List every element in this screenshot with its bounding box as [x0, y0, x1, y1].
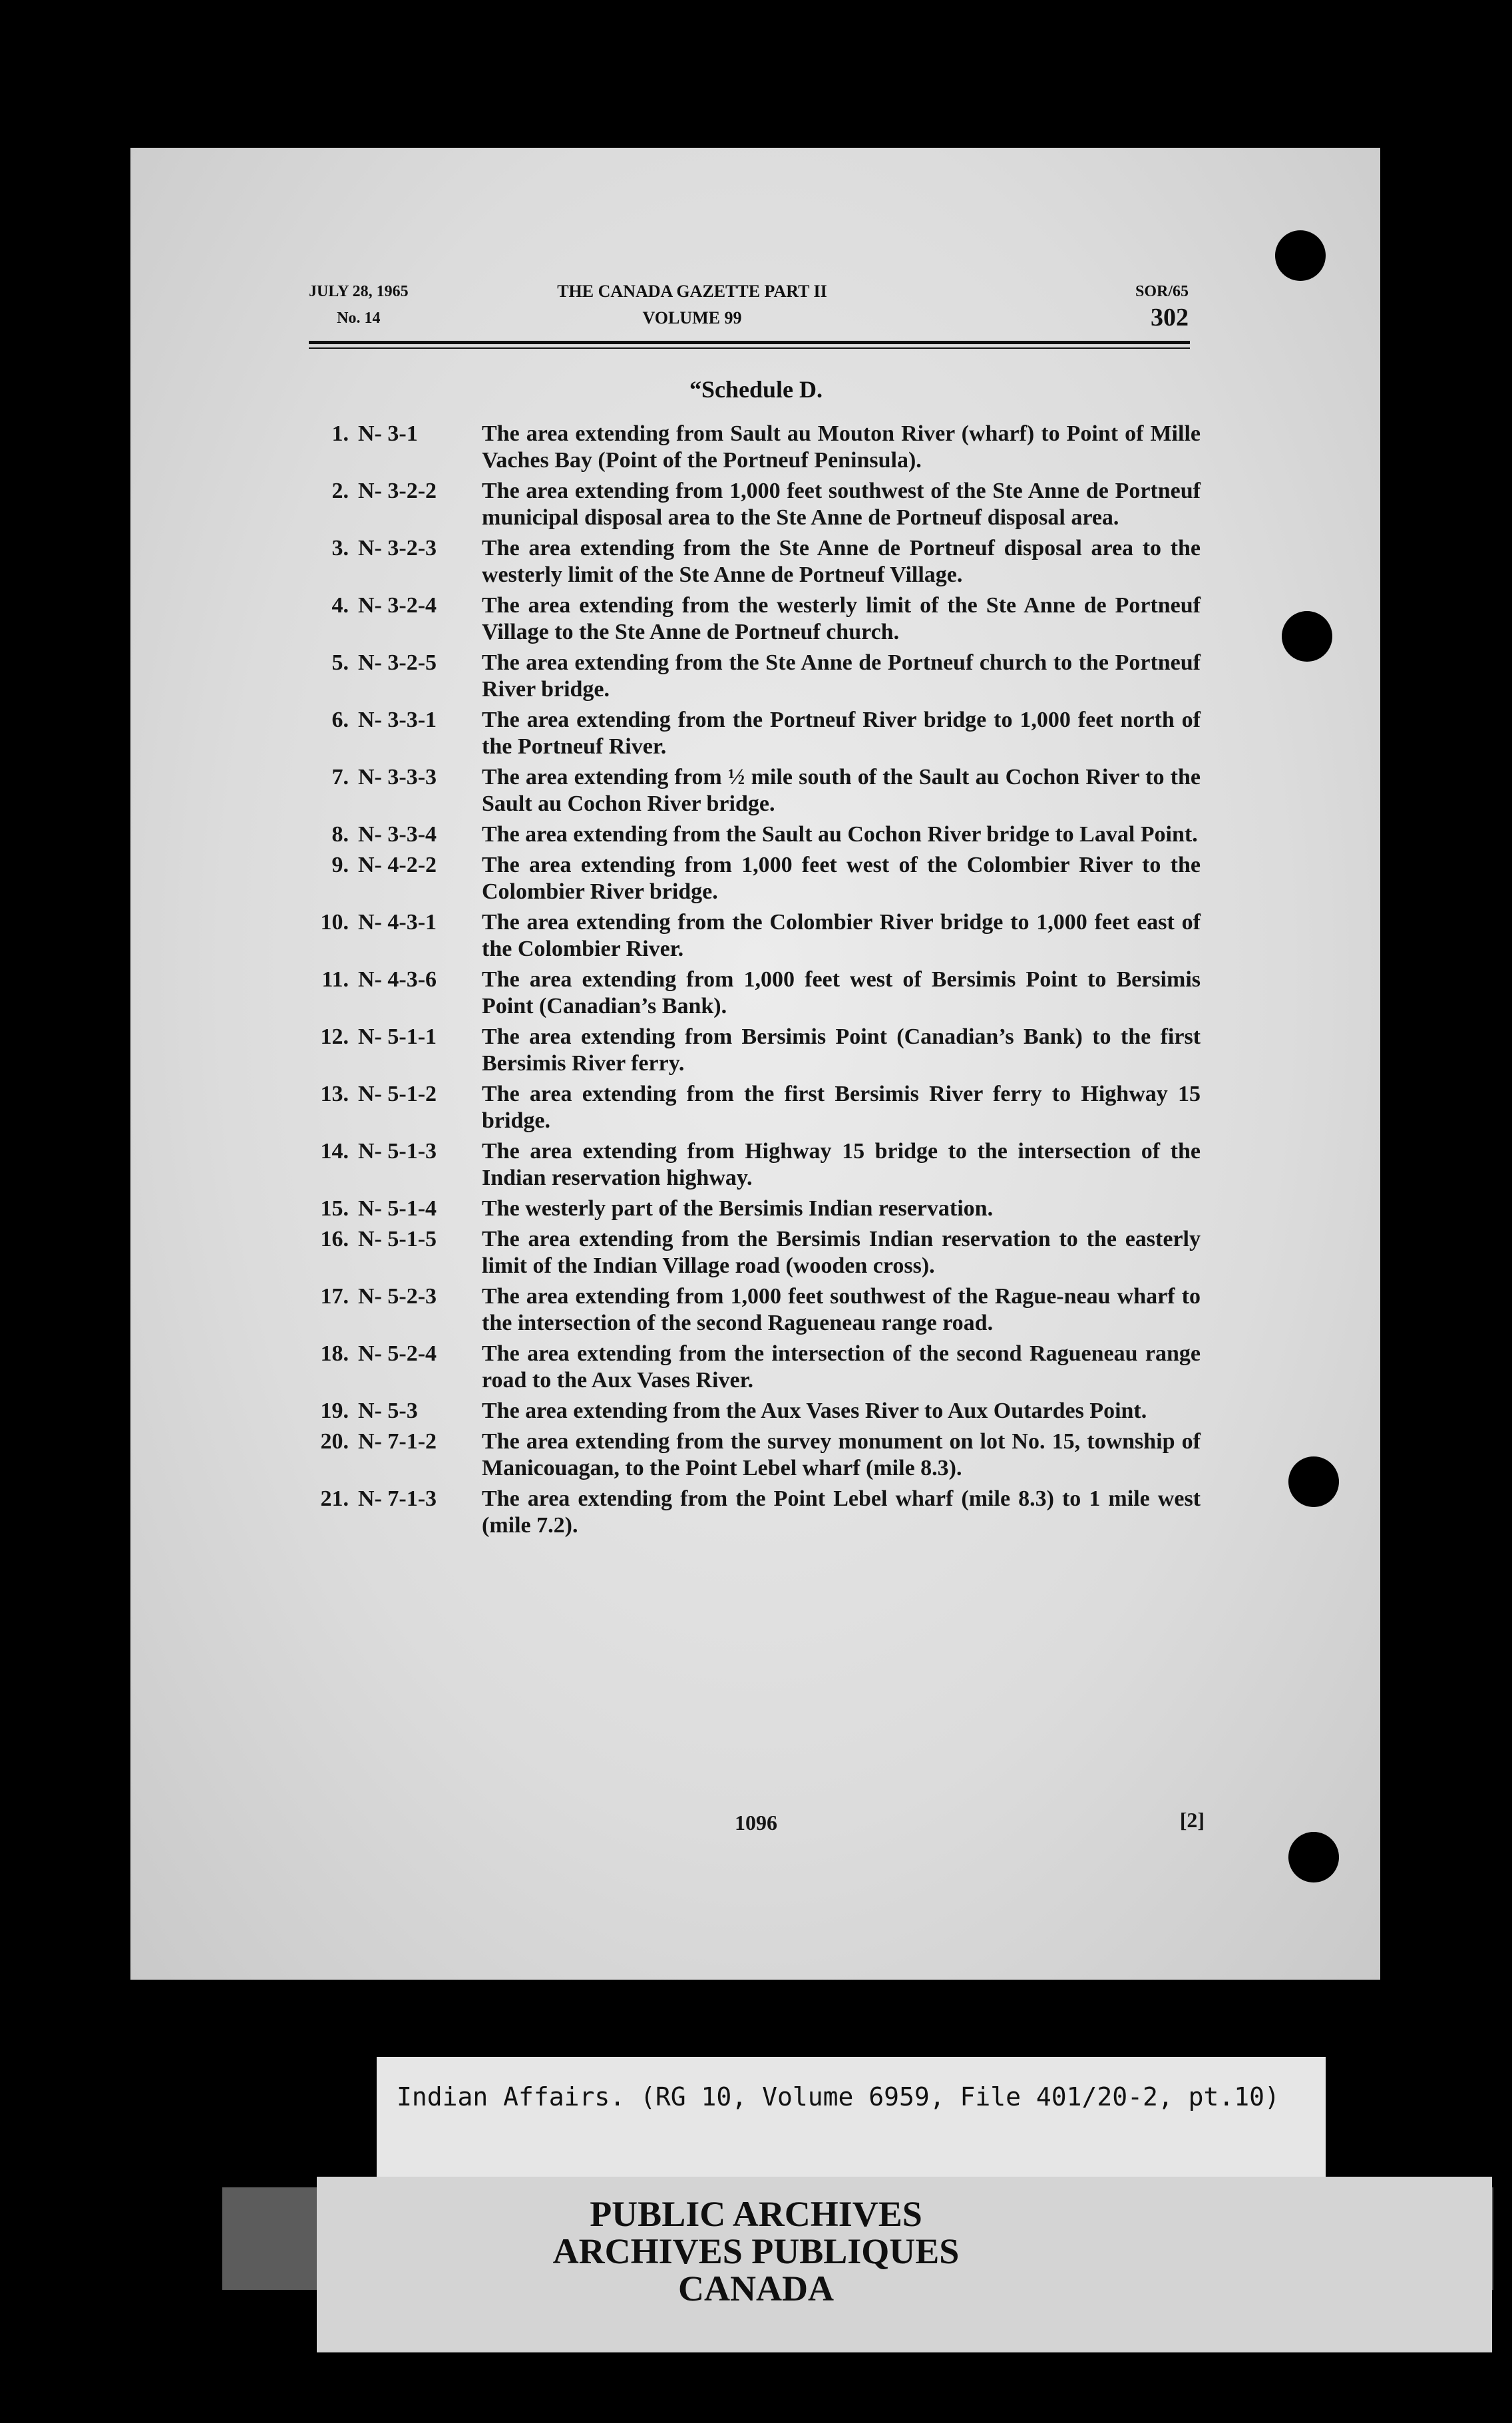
entry-code: N- 3-3-3: [358, 765, 437, 789]
header-date: JULY 28, 1965: [309, 283, 409, 300]
punch-hole: [1282, 611, 1332, 662]
stamp-line-2: ARCHIVES PUBLIQUES: [552, 2231, 960, 2271]
entry-number: 20.: [320, 1429, 349, 1454]
entry-number: 15.: [320, 1196, 349, 1221]
schedule-entry: [309, 592, 1201, 646]
entry-number: 16.: [320, 1227, 349, 1251]
entry-description: The area extending from Sault au Mouton River (wharf) to Point of Mille Vaches Bay (Point of the Portneuf Peninsula).: [482, 421, 1201, 473]
entry-description: The area extending from the Bersimis Indian reservation to the easterly limit of the Indian Village road (wooden cross).: [482, 1227, 1201, 1278]
entry-description: The area extending from the Aux Vases River to Aux Outardes Point.: [482, 1399, 1147, 1423]
archive-reference: Indian Affairs. (RG 10, Volume 6959, File 401/20-2, pt.10): [397, 2082, 1280, 2111]
entry-code: N- 3-2-2: [358, 479, 437, 503]
header-rule: [309, 341, 1190, 344]
schedule-entry: [309, 1486, 1201, 1539]
entry-number: 12.: [320, 1024, 349, 1049]
punch-hole: [1288, 1832, 1339, 1882]
schedule-entry: [309, 421, 1201, 474]
entry-description: The area extending from 1,000 feet west of Bersimis Point to Bersimis Point (Canadian’s Bank).: [482, 967, 1201, 1018]
entry-code: N- 5-2-4: [358, 1341, 437, 1366]
entry-number: 10.: [320, 910, 349, 935]
entry-number: 21.: [320, 1486, 349, 1511]
schedule-entry: [309, 1024, 1201, 1077]
schedule-entry: [309, 1138, 1201, 1192]
header-page-number: 302: [1151, 304, 1189, 331]
entry-number: 5.: [331, 650, 349, 675]
entry-code: N- 5-3: [358, 1399, 418, 1423]
entry-code: N- 3-3-1: [358, 708, 437, 732]
entry-description: The area extending from 1,000 feet southwest of the Rague-neau wharf to the intersection of the second Ragueneau range road.: [482, 1284, 1201, 1335]
entry-description: The area extending from 1,000 feet west of the Colombier River to the Colombier River bridge.: [482, 853, 1201, 904]
entry-number: 8.: [331, 822, 349, 847]
punch-hole: [1288, 1456, 1339, 1507]
punch-hole: [1275, 230, 1326, 281]
entry-code: N- 5-2-3: [358, 1284, 437, 1309]
entry-description: The area extending from the Portneuf River bridge to 1,000 feet north of the Portneuf River.: [482, 708, 1201, 759]
entry-description: The area extending from 1,000 feet southwest of the Ste Anne de Portneuf municipal disposal area to the Ste Anne de Portneuf disposal area.: [482, 479, 1201, 530]
entry-number: 7.: [331, 765, 349, 789]
header-rule-thin: [309, 347, 1190, 349]
entry-code: N- 5-1-3: [358, 1139, 437, 1164]
entry-description: The area extending from the survey monument on lot No. 15, township of Manicouagan, to the Point Lebel wharf (mile 8.3).: [482, 1429, 1201, 1480]
header-publication-block: [492, 278, 892, 331]
entry-code: N- 3-1: [358, 421, 418, 446]
entry-code: N- 3-3-4: [358, 822, 437, 847]
entry-code: N- 5-1-2: [358, 1082, 437, 1106]
schedule-entry: [309, 764, 1201, 817]
entry-description: The area extending from the Sault au Cochon River bridge to Laval Point.: [482, 822, 1198, 847]
entry-code: N- 4-2-2: [358, 853, 437, 877]
header-issue: No. 14: [337, 310, 381, 327]
schedule-entry: [309, 1341, 1201, 1394]
entry-code: N- 4-3-6: [358, 967, 437, 992]
entry-code: N- 4-3-1: [358, 910, 437, 935]
stamp-line-3: CANADA: [678, 2269, 834, 2309]
entry-description: The area extending from Highway 15 bridge to the intersection of the Indian reservation highway.: [482, 1139, 1201, 1190]
entry-code: N- 5-1-4: [358, 1196, 437, 1221]
entry-description: The area extending from the Colombier River bridge to 1,000 feet east of the Colombier River.: [482, 910, 1201, 961]
schedule-entry: [309, 1398, 1201, 1425]
entry-number: 18.: [320, 1341, 349, 1366]
page-reference: [2]: [1179, 1808, 1205, 1832]
header-publication: THE CANADA GAZETTE PART II: [557, 282, 827, 301]
entry-number: 3.: [331, 536, 349, 560]
entry-description: The area extending from Bersimis Point (Canadian’s Bank) to the first Bersimis River ferry.: [482, 1024, 1201, 1076]
schedule-title: “Schedule D.: [689, 376, 823, 403]
entry-description: The westerly part of the Bersimis Indian reservation.: [482, 1196, 994, 1221]
schedule-entry: [309, 707, 1201, 760]
header-date-block: [309, 278, 409, 331]
entry-number: 13.: [320, 1082, 349, 1106]
entry-code: N- 3-2-3: [358, 536, 437, 560]
schedule-entry: [309, 821, 1201, 848]
entry-description: The area extending from the Ste Anne de Portneuf disposal area to the westerly limit of the Ste Anne de Portneuf Village.: [482, 536, 1201, 587]
entry-number: 11.: [321, 967, 349, 992]
entry-number: 2.: [331, 479, 349, 503]
entry-description: The area extending from the westerly limit of the Ste Anne de Portneuf Village to the Ste Anne de Portneuf church.: [482, 593, 1201, 644]
schedule-entries: [309, 421, 1201, 1543]
entry-code: N- 5-1-1: [358, 1024, 437, 1049]
entry-number: 17.: [320, 1284, 349, 1309]
header-sor: SOR/65: [1135, 283, 1189, 300]
entry-code: N- 3-2-4: [358, 593, 437, 618]
stamp-line-1: PUBLIC ARCHIVES: [590, 2194, 922, 2234]
schedule-entry: [309, 852, 1201, 905]
schedule-entry: [309, 535, 1201, 588]
schedule-entry: [309, 650, 1201, 703]
schedule-entry: [309, 1283, 1201, 1337]
schedule-entry: [309, 1196, 1201, 1222]
entry-code: N- 5-1-5: [358, 1227, 437, 1251]
entry-description: The area extending from the Point Lebel wharf (mile 8.3) to 1 mile west (mile 7.2).: [482, 1486, 1201, 1538]
entry-code: N- 3-2-5: [358, 650, 437, 675]
archive-stamp: [0, 2195, 1512, 2307]
entry-description: The area extending from the intersection of the second Ragueneau range road to the Aux Vases River.: [482, 1341, 1201, 1393]
schedule-entry: [309, 1081, 1201, 1134]
entry-number: 1.: [331, 421, 349, 446]
entry-code: N- 7-1-3: [358, 1486, 437, 1511]
archive-reference-label: [377, 2057, 1326, 2190]
schedule-entry: [309, 1226, 1201, 1279]
schedule-entry: [309, 909, 1201, 963]
schedule-entry: [309, 1429, 1201, 1482]
entry-number: 6.: [331, 708, 349, 732]
entry-description: The area extending from ½ mile south of the Sault au Cochon River to the Sault au Cochon River bridge.: [482, 765, 1201, 816]
entry-number: 4.: [331, 593, 349, 618]
page-number: 1096: [735, 1811, 777, 1835]
entry-number: 9.: [331, 853, 349, 877]
schedule-entry: [309, 967, 1201, 1020]
entry-description: The area extending from the Ste Anne de Portneuf church to the Portneuf River bridge.: [482, 650, 1201, 702]
schedule-entry: [309, 478, 1201, 531]
header-sor-block: [1135, 278, 1189, 330]
entry-number: 14.: [320, 1139, 349, 1164]
header-volume: VOLUME 99: [642, 308, 742, 328]
entry-description: The area extending from the first Bersimis River ferry to Highway 15 bridge.: [482, 1082, 1201, 1133]
entry-code: N- 7-1-2: [358, 1429, 437, 1454]
entry-number: 19.: [320, 1399, 349, 1423]
